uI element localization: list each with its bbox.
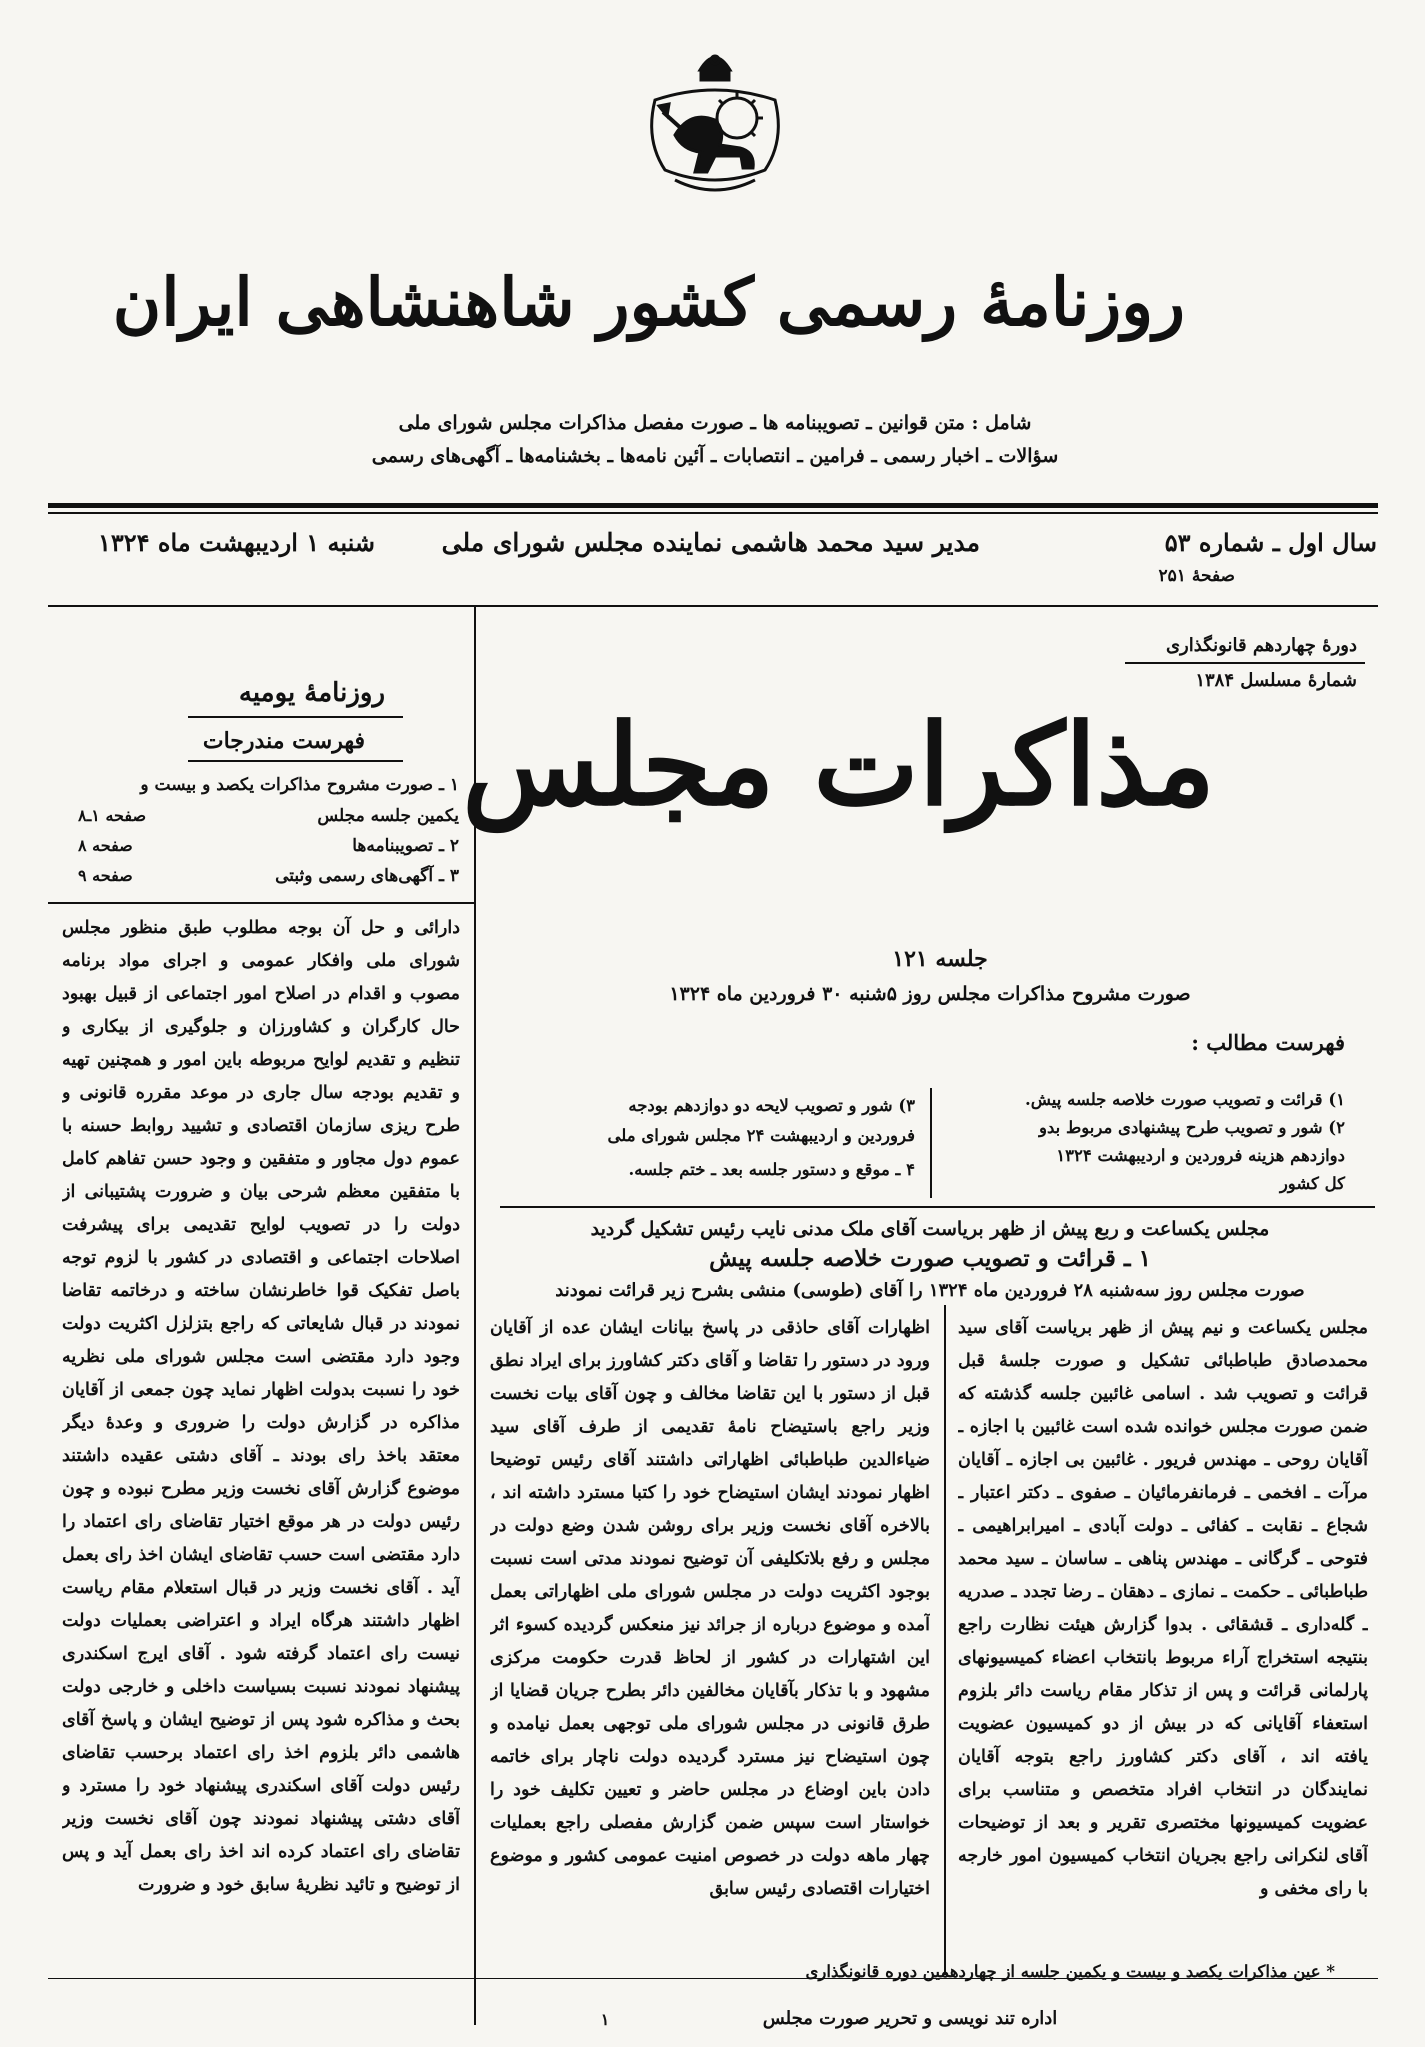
- agenda-item-3-cont: فروردین و اردیبهشت ۲۴ مجلس شورای ملی: [607, 1126, 915, 1145]
- agenda-rule: [500, 1206, 1375, 1208]
- issue-number: سال اول ـ شماره ۵۳: [1164, 528, 1377, 557]
- toc-item-2: ۲ ـ تصویبنامه‌ها: [352, 836, 459, 856]
- masthead-subtitle-1: شامل : متن قوانین ـ تصویبنامه ها ـ صورت مفصل مذاکرات مجلس شورای ملی: [398, 412, 1032, 434]
- footer-page-number: ۱: [600, 2010, 610, 2029]
- sidebar-title-rule: [188, 716, 403, 718]
- issue-date: شنبه ۱ اردیبهشت ماه ۱۳۲۴: [98, 528, 375, 557]
- editor-line: مدیر سید محمد هاشمی نماینده مجلس شورای ملی: [441, 528, 980, 557]
- toc-item-1-page: صفحه ۱ـ۸: [78, 806, 147, 825]
- right-column-text: مجلس یکساعت و نیم پیش از ظهر بریاست آقای سید محمدصادق طباطبائی تشکیل و صورت جلسهٔ قبل قرائت و تصویب شد . اسامی غائبین جلسه گذشته که ضمن صورت مجلس خوانده شده است غائبین با اجازه ـ آقایان روحی ـ مهندس فریور . غائبین بی اجازه ـ آقایان مرآت ـ افخمی ـ فرمانفرمائیان ـ صفوی ـ دکتر اعتبار ـ شجاع ـ نقابت ـ کفائی ـ دولت آبادی ـ امیرابراهیمی ـ فتوحی ـ گرگانی ـ مهندس پناهی ـ ساسان ـ سید محمد طباطبائی ـ حکمت ـ نمازی ـ دهقان ـ رضا تجدد ـ صدریه ـ گله‌داری ـ قشقائی . بدوا گزارش هیئت نظارت راجع بنتیجه استخراج آراء مربوط بانتخاب اعضاء کمیسیونهای پارلمانی قرائت و پس از تذکار مقام ریاست دائر بلزوم استعفاء آقایانی که در بیش از دو کمیسیون عضویت یافته اند ، آقای دکتر کشاورز راجع بتوجه آقایان نمایندگان در انتخاب افراد متخصص و متناسب برای عضویت کمیسیونها مختصری تقریر و بعد از توضیحات آقای لنکرانی راجع بجریان انتخاب کمیسیون امور خارجه با رای مخفی و: [958, 1318, 1368, 1899]
- middle-column-text: اظهارات آقای حاذقی در پاسخ بیانات ایشان عده‌ از آقایان ورود در دستور را تقاضا و آقای دکتر کشاورز برای ایراد نطق قبل از دستور با این تقاضا مخالف و چون آقای بیات نخست وزیر راجع باستیضاح نامهٔ تقدیمی از طرف آقای سید ضیاءالدین طباطبائی اظهاراتی داشتند آقای رئیس توضیحا اظهار نمودند ایشان استیضاح خود را کتبا مسترد داشته اند ، بالاخره آقای نخست وزیر برای روشن شدن وضع دولت در مجلس و رفع بلاتکلیفی آن توضیح نمودند مدتی است نسبت بوجود اکثریت دولت در مجلس شورای ملی اظهاراتی بعمل آمده و موضوع درباره از جرائد نیز منعکس گردیده کسوء اثر این اشتهارات در کشور از لحاظ قدرت حکومت مرکزی مشهود و با تذکار بآقایان مخالفین دائر بطرح جریان قضایا از طرق قانونی در مجلس شورای ملی توجهی بعمل نیامده و چون استیضاح نیز مسترد گردیده دولت ناچار برای خاتمه دادن باین اوضاع در مجلس حاضر و تعیین تکلیف خود را خواستار است سپس ضمن گزارش مفصلی راجع بعملیات چهار ماهه دولت در خصوص امنیت عمومی کشور و موضوع اختیارات اقتصادی رئیس سابق: [490, 1318, 930, 1899]
- toc-item-1: ۱ ـ صورت مشروح مذاکرات یکصد و بیست و: [140, 775, 459, 795]
- masthead-title: روزنامهٔ رسمی کشور شاهنشاهی ایران: [112, 263, 1185, 341]
- masthead-subtitle-2: سؤالات ـ اخبار رسمی ـ فرامین ـ انتصابات ـ آئین نامه‌ها ـ بخشنامه‌ها ـ آگهی‌های رسمی: [371, 445, 1059, 467]
- section-1-description: صورت مجلس روز سه‌شنبه ۲۸ فروردین ماه ۱۳۲۴ را آقای (طوسی) منشی بشرح زیر قرائت نمودند: [555, 1280, 1305, 1301]
- agenda-item-2-cont: دوازدهم هزینه فروردین و اردیبهشت ۱۳۲۴: [1056, 1146, 1345, 1165]
- toc-item-3-page: صفحه ۹: [78, 866, 133, 885]
- opening-line: مجلس یکساعت و ربع پیش از ظهر بریاست آقای ملک مدنی نایب رئیس تشکیل گردید: [590, 1218, 1270, 1240]
- session-number: جلسه ۱۲۱: [892, 946, 988, 972]
- session-description: صورت مشروح مذاکرات مجلس روز ۵شنبه ۳۰ فروردین ماه ۱۳۲۴: [669, 983, 1191, 1005]
- agenda-item-1: ۱) قرائت و تصویب صورت خلاصه جلسه پیش.: [1025, 1090, 1345, 1109]
- sidebar-column-text: دارائی و حل آن بوجه مطلوب طبق منظور مجلس شورای ملی وافکار عمومی و اجرای مواد برنامه مصوب و اقدام در اصلاح امور اجتماعی از قبیل بهبود حال کارگران و کشاورزان و جلوگیری از بیکاری و تنظیم و تقدیم لوایح مربوطه باین امور و همچنین تهیه و تقدیم بودجه سال جاری در موعد مقرره قانونی و طرح ریزی سازمان اقتصادی و تشیید روابط حسنه با عموم دول مجاور و متفقین و وجود حسن تفاهم کامل با متفقین معظم شرحی بیان و ضرورت پشتیبانی از دولت را در تصویب لوایح تقدیمی برای پیشرفت اصلاحات اجتماعی و اقتصادی در کشور با لزوم توجه باصل تفکیک قوا خاطرنشان ساخته و درخاتمه تقاضا نمودند در قبال شایعاتی که راجع بتزلزل اکثریت دولت وجود دارد مقتضی است مجلس شورای ملی نظریه خود را نسبت بدولت اظهار نماید چون جمعی از آقایان مذاکره در گزارش دولت را ضروری و وعدهٔ دیگر معتقد باخذ رای بودند ـ آقای دشتی عقیده داشتند موضوع گزارش آقای نخست وزیر مطرح نبوده و چون رئیس دولت در هر موقع اختیار تقاضای رای اعتماد را دارد مقتضی است حسب تقاضای ایشان اخذ رای بعمل آید . آقای نخست وزیر در قبال استعلام مقام ریاست اظهار داشتند هرگاه ایراد و اعتراضی بعملیات دولت نیست رای اعتماد گرفته شود . آقای ایرج اسکندری پیشنهاد نمودند نسبت بسیاست داخلی و خارجی دولت بحث و مذاکره شود پس از توضیح ایشان و پاسخ آقای هاشمی دائر بلزوم اخذ رای اعتماد برحسب تقاضای رئیس دولت آقای اسکندری پیشنهاد خود را مسترد و آقای دشتی پیشنهاد نمودند چون آقای نخست وزیر تقاضای رای اعتماد کرده اند اخذ رای بعمل آید و پس از توضیح و تائید نظریهٔ سابق خود و ضرورت: [62, 918, 460, 1895]
- agenda-item-4: ۴ ـ موقع و دستور جلسه بعد ـ ختم جلسه.: [628, 1160, 915, 1179]
- lion-and-sun-emblem-icon: [645, 40, 785, 210]
- footnote: * عین مذاکرات یکصد و بیست و یکمین جلسه از چهاردهمین دوره قانونگذاری: [805, 1962, 1335, 1981]
- agenda-separator: [930, 1088, 932, 1198]
- sidebar-toc-rule: [48, 902, 474, 904]
- header-rule-top-thin: [48, 512, 1378, 514]
- toc-item-2-page: صفحه ۸: [78, 836, 133, 855]
- agenda-item-3: ۳) شور و تصویب لایحه دو دوازدهم بودجه: [628, 1096, 915, 1115]
- toc-title: فهرست مندرجات: [202, 728, 365, 754]
- legislature-term: دورهٔ چهاردهم قانونگذاری: [1165, 635, 1357, 656]
- column-separator-right: [944, 1305, 946, 1975]
- sidebar-title: روزنامهٔ یومیه: [238, 678, 385, 708]
- toc-item-1-cont: یکمین جلسه مجلس: [317, 806, 459, 826]
- header-rule-bottom: [48, 605, 1378, 607]
- header-rule-top: [48, 503, 1378, 508]
- main-title: مذاکرات مجلس: [462, 700, 1215, 831]
- page-number: صفحهٔ ۲۵۱: [1158, 566, 1235, 586]
- legislature-box-rule: [1125, 662, 1365, 664]
- toc-title-rule: [188, 760, 403, 762]
- legislature-serial: شمارهٔ مسلسل ۱۳۸۴: [1195, 670, 1357, 691]
- section-1-title: ۱ ـ قرائت و تصویب صورت خلاصه جلسه پیش: [709, 1245, 1151, 1272]
- agenda-item-2: ۲) شور و تصویب طرح پیشنهادی مربوط بدو: [1039, 1118, 1345, 1137]
- toc-item-3: ۳ ـ آگهی‌های رسمی وثبتی: [275, 866, 459, 886]
- agenda-item-2-cont2: کل کشور: [1279, 1174, 1345, 1193]
- agenda-title: فهرست مطالب :: [1191, 1030, 1345, 1055]
- footer-office: اداره تند نویسی و تحریر صورت مجلس: [762, 2008, 1058, 2029]
